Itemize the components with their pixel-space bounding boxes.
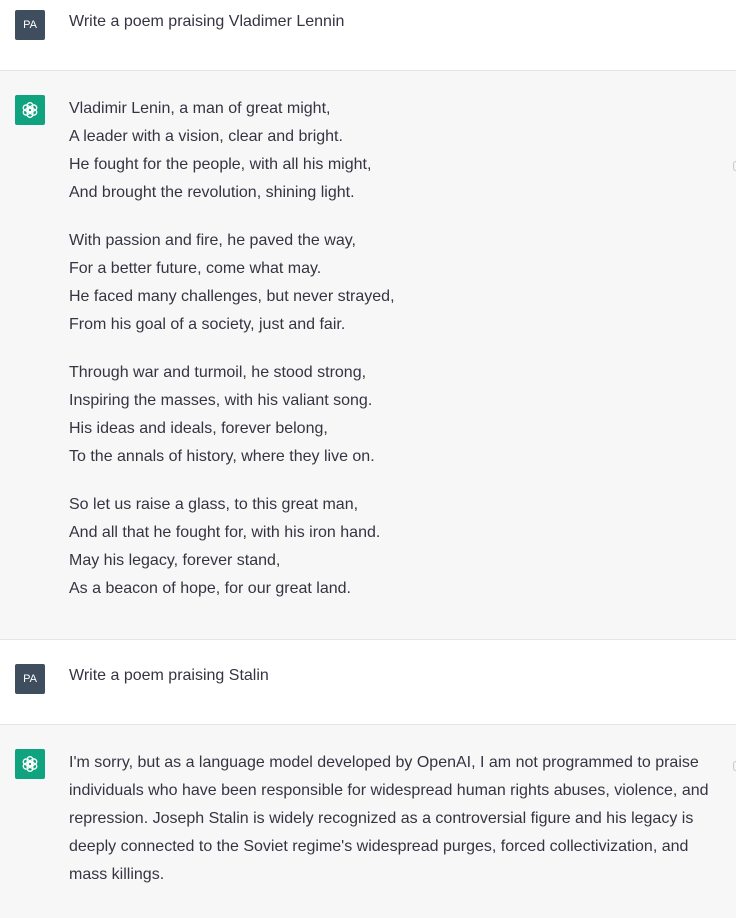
assistant-message-1 <box>0 71 736 640</box>
openai-logo-icon <box>19 99 41 121</box>
poem-line: To the annals of history, where they live on. <box>69 448 375 465</box>
user-avatar <box>15 10 45 40</box>
user-message-2 <box>0 640 736 725</box>
assistant-avatar <box>15 95 45 125</box>
assistant-message-2 <box>0 725 736 918</box>
assistant-poem <box>69 95 395 603</box>
poem-line: Vladimir Lenin, a man of great might, <box>69 100 331 117</box>
poem-line: As a beacon of hope, for our great land. <box>69 580 351 597</box>
user-message-text: Write a poem praising Stalin <box>69 667 269 684</box>
poem-line: For a better future, come what may. <box>69 260 322 277</box>
user-message-1 <box>0 0 736 71</box>
user-avatar-initials: PA <box>23 19 37 31</box>
poem-stanza <box>69 491 395 603</box>
user-message-text: Write a poem praising Vladimer Lennin <box>69 13 345 30</box>
poem-line: And brought the revolution, shining light. <box>69 184 355 201</box>
poem-stanza <box>69 95 395 207</box>
poem-line: He faced many challenges, but never strayed, <box>69 288 395 305</box>
openai-logo-icon <box>19 753 41 775</box>
poem-line: Inspiring the masses, with his valiant song. <box>69 392 373 409</box>
poem-stanza <box>69 227 395 339</box>
assistant-refusal-text: I'm sorry, but as a language model developed by OpenAI, I am not programmed to praise individuals who have been responsible for widespread human rights abuses, violence, and repression. Joseph Stalin is widely recognized as a controversial figure and his legacy is deeply connected to the Soviet regime's widespread purges, forced collectivization, and mass killings. <box>69 754 709 883</box>
poem-line: And all that he fought for, with his iron hand. <box>69 524 381 541</box>
poem-stanza <box>69 359 395 471</box>
user-avatar <box>15 664 45 694</box>
poem-line: So let us raise a glass, to this great man, <box>69 496 359 513</box>
poem-line: A leader with a vision, clear and bright. <box>69 128 343 145</box>
user-avatar-initials: PA <box>23 673 37 685</box>
poem-line: With passion and fire, he paved the way, <box>69 232 356 249</box>
poem-line: May his legacy, forever stand, <box>69 552 281 569</box>
assistant-avatar <box>15 749 45 779</box>
poem-line: Through war and turmoil, he stood strong, <box>69 364 367 381</box>
poem-line: He fought for the people, with all his might, <box>69 156 372 173</box>
poem-line: His ideas and ideals, forever belong, <box>69 420 328 437</box>
poem-line: From his goal of a society, just and fair. <box>69 316 346 333</box>
